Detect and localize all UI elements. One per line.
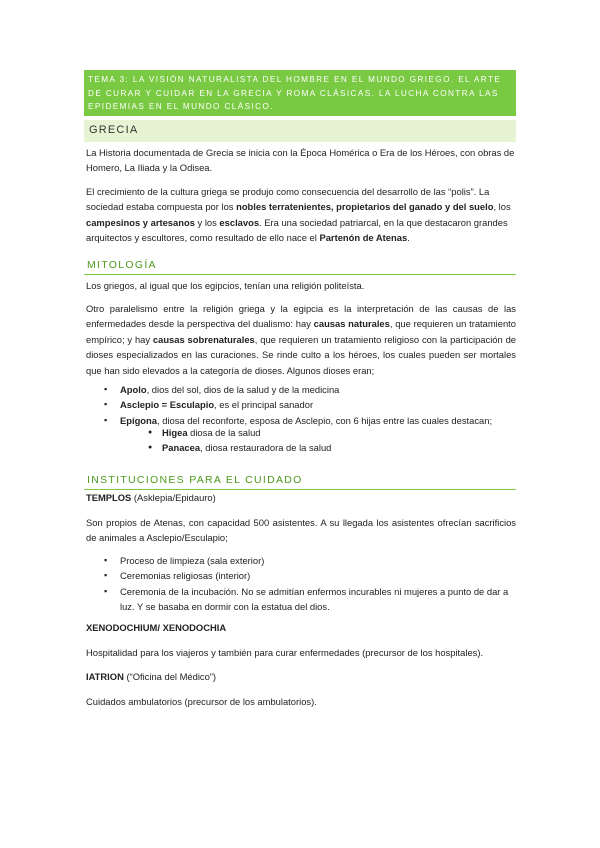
list-item: ▪ Ceremonias religiosas (interior) [104,568,516,583]
grecia-paragraph-2: El crecimiento de la cultura griega se produjo como consecuencia del desarrollo de las “polis”. La sociedad estaba compuesta por los nobles terratenientes, propietarios del ganado y del suelo, los campesinos y artesanos y los esclavos. Era una sociedad patriarcal, en la que destacaron grandes arquitectos y escultores, como resultado de ello nace el Partenón de Atenas. [86,186,511,244]
list-item: ▪ Ceremonia de la incubación. No se admitían enfermos incurables ni mujeres a punto de dar a luz. Y se basaba en dormir con la estatua del dios. [104,584,516,615]
mitologia-paragraph-1: Los griegos, al igual que los egipcios, tenían una religión politeísta. [86,280,365,291]
mitologia-paragraph-2: Otro paralelismo entre la religión griega y la egipcia es la interpretación de las causas de las enfermedades desde la perspectiva del dualismo: hay causas naturales, que requieren un tratamiento empírico; y hay causas sobrenaturales, que requieren un tratamiento religioso con la participación de dioses especializados en las curaciones. Se rinde culto a los héroes, los cuales pueden ser mortales que han sido elevados a la categoría de dioses. Algunos dioses eran; [86,303,516,376]
templos-heading: TEMPLOS (Asklepia/Epidauro) [86,492,216,503]
list-item: ● Panacea, diosa restauradora de la salud [148,440,508,455]
list-item: ▪ Apolo, dios del sol, dios de la salud y de la medicina [104,382,516,397]
gods-list [104,382,516,428]
daughters-list [148,425,508,456]
list-item: ▪ Epígona, diosa del reconforte, esposa de Asclepio, con 6 hijas entre las cuales destacan; [104,413,516,428]
section-heading-grecia: GRECIA [84,120,516,142]
section-heading-mitologia: MITOLOGÍA [84,257,516,275]
templos-paragraph: Son propios de Atenas, con capacidad 500 asistentes. A su llegada los asistentes ofrecían sacrificios de animales a Asclepio/Esculapio; [86,517,516,544]
list-item: ▪ Proceso de limpieza (sala exterior) [104,553,516,568]
xenodochium-heading: XENODOCHIUM/ XENODOCHIA [86,622,227,633]
list-item: ● Higea diosa de la salud [148,425,508,440]
topic-title-banner: TEMA 3: LA VISIÓN NATURALISTA DEL HOMBRE EN EL MUNDO GRIEGO. EL ARTE DE CURAR Y CUIDAR EN LA GRECIA Y ROMA CLÁSICAS. LA LUCHA CONTRA LAS EPIDEMIAS EN EL MUNDO CLÁSICO. [84,70,516,116]
iatrion-paragraph: Cuidados ambulatorios (precursor de los ambulatorios). [86,696,317,707]
templos-list [104,553,516,615]
xenodochium-paragraph: Hospitalidad para los viajeros y también para curar enfermedades (precursor de los hospitales). [86,647,484,658]
section-heading-instituciones: INSTITUCIONES PARA EL CUIDADO [84,472,516,490]
grecia-paragraph-1: La Historia documentada de Grecia se inicia con la Época Homérica o Era de los Héroes, con obras de Homero, La Iliada y la Odisea. [86,147,515,174]
iatrion-heading: IATRION (“Oficina del Médico”) [86,671,217,682]
list-item: ▪ Asclepio = Esculapio, es el principal sanador [104,397,516,412]
